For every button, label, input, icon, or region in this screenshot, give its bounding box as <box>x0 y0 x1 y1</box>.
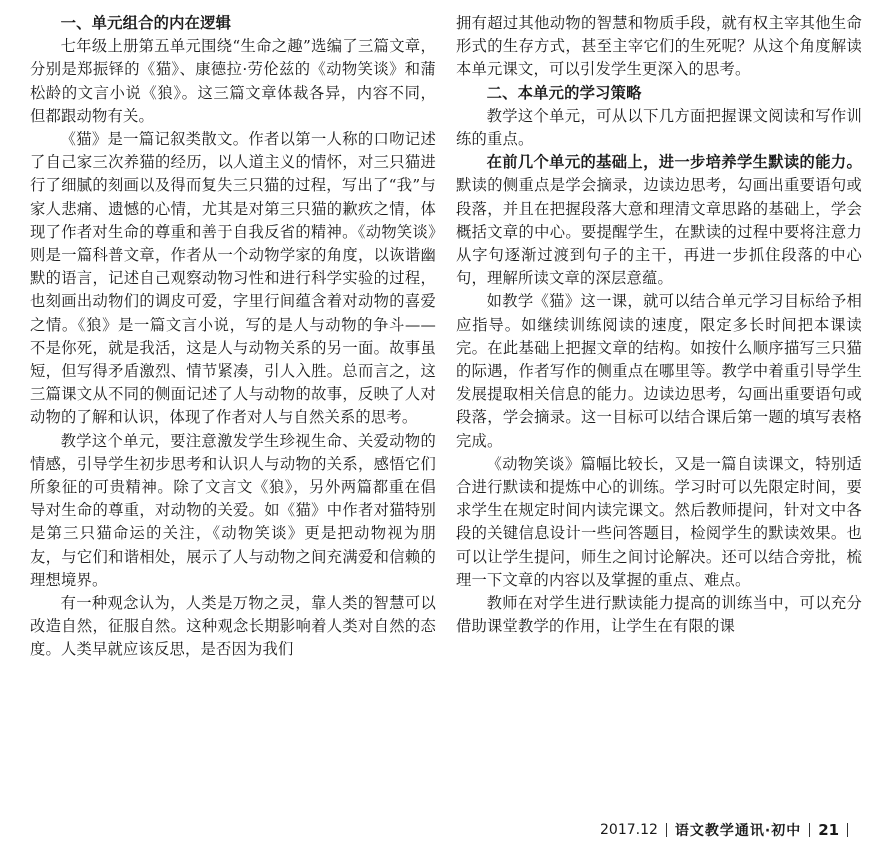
page-footer <box>600 818 882 842</box>
paragraph: 有一种观念认为，人类是万物之灵，靠人类的智慧可以改造自然，征服自然。这种观念长期影响着人类对自然的态度。人类早就应该反思，是否因为我们 <box>30 594 436 659</box>
paragraph: 教学这个单元，可从以下几方面把握课文阅读和写作训练的重点。 <box>456 106 862 149</box>
issue-date: 2017.12 <box>600 822 658 838</box>
paragraph: 如教学《猫》这一课，就可以结合单元学习目标给予相应指导。如继续训练阅读的速度，限定多长时间把本课读完。在此基础上把握文章的结构。如按什么顺序描写三只猫的际遇，作者写作的侧重点在哪里等。教学中着重引导学生发展提取相关信息的能力。边读边思考，勾画出重要语句或段落，学会摘录。这一目标可以结合课后第一题的填写表格完成。 <box>456 292 862 450</box>
paragraph: 《动物笑谈》篇幅比较长，又是一篇自读课文，特别适合进行默读和提炼中心的训练。学习时可以先限定时间，要求学生在规定时间内读完课文。然后教师提问，针对文中各段的关键信息设计一些问答题目，检阅学生的默读效果。也可以让学生提问，师生之间讨论解决。还可以结合旁批，梳理一下文章的内容以及掌握的重点、难点。 <box>456 454 862 589</box>
section-heading-1: 一、单元组合的内在逻辑 <box>60 14 232 32</box>
bold-lead-sentence: 在前几个单元的基础上，进一步培养学生默读的能力。 <box>486 153 862 172</box>
paragraph: 《猫》是一篇记叙类散文。作者以第一人称的口吻记述了自己家三次养猫的经历，以人道主义的情怀，对三只猫进行了细腻的刻画以及得而复失三只猫的过程，写出了“我”与家人悲痛、遗憾的心情，尤其是对第三只猫的歉疚之情，体现了作者对生命的尊重和善于自我反省的精神。《动物笑谈》则是一篇科普文章，作者从一个动物学家的角度，以诙谐幽默的语言，记述自己观察动物习性和进行科学实验的过程，也刻画出动物们的调皮可爱，字里行间蕴含着对动物的喜爱之情。《狼》是一篇文言小说，写的是人与动物的争斗——不是你死，就是我活，这是人与动物关系的另一面。故事虽短，但写得矛盾激烈、情节紧凑，引人入胜。总而言之，这三篇课文从不同的侧面记述了人与动物的故事，反映了人对动物的了解和认识，体现了作者对人与自然关系的思考。 <box>30 130 436 427</box>
paragraph-continued: 拥有超过其他动物的智慧和物质手段，就有权主宰其他生命形式的生存方式，甚至主宰它们的生死呢？从这个角度解读本单元课文，可以引发学生更深入的思考。 <box>456 14 862 79</box>
paragraph: 教学这个单元，要注意激发学生珍视生命、关爱动物的情感，引导学生初步思考和认识人与动物的关系，感悟它们所象征的可贵精神。除了文言文《狼》，另外两篇都重在倡导对生命的尊重，对动物的关爱。如《猫》中作者对猫特别是第三只猫命运的关注，《动物笑谈》更是把动物视为朋友，与它们和谐相处，展示了人与动物之间充满爱和信赖的理想境界。 <box>30 431 436 589</box>
divider <box>666 823 667 837</box>
page-number: 21 <box>818 821 840 839</box>
right-column <box>456 12 862 638</box>
paragraph-text: 默读的侧重点是学会摘录，边读边思考，勾画出重要语句或段落，并且在把握段落大意和理清文章思路的基础上，学会概括文章的中心。要提醒学生，在默读的过程中要将注意力从字句逐渐过渡到句子的主干，再进一步抓住段落的中心句，理解所读文章的深层意蕴。 <box>456 176 862 288</box>
paragraph: 七年级上册第五单元围绕“生命之趣”选编了三篇文章，分别是郑振铎的《猫》、康德拉·劳伦兹的《动物笑谈》和蒲松龄的文言小说《狼》。这三篇文章体裁各异，内容不同，但都跟动物有关。 <box>30 37 436 125</box>
divider <box>809 823 810 837</box>
section-heading-2: 二、本单元的学习策略 <box>486 83 642 102</box>
paragraph <box>456 151 862 290</box>
left-column <box>30 12 436 662</box>
paragraph: 教师在对学生进行默读能力提高的训练当中，可以充分借助课堂教学的作用，让学生在有限的课 <box>456 594 862 636</box>
divider <box>847 823 848 837</box>
journal-name: 语文教学通讯·初中 <box>674 823 802 839</box>
